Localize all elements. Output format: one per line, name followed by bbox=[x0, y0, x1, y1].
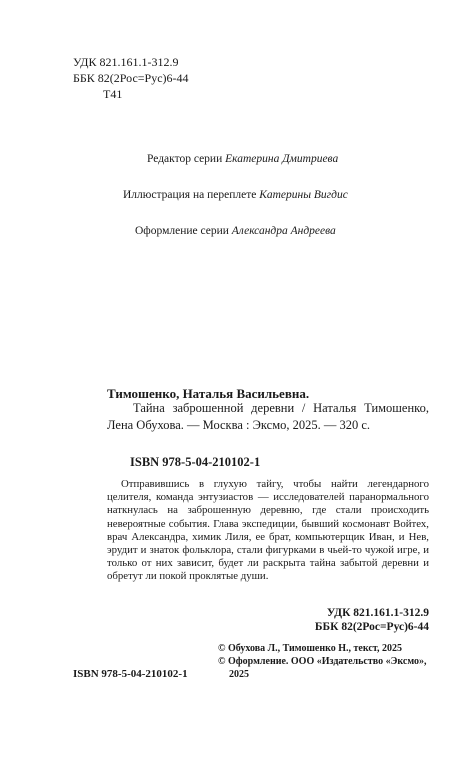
design-credit bbox=[135, 224, 336, 239]
copyright-text: © Обухова Л., Тимошенко Н., текст, 2025 bbox=[218, 643, 402, 654]
udk-code-right: УДК 821.161.1-312.9 bbox=[326, 607, 429, 619]
illustration-credit bbox=[123, 188, 348, 203]
illustration-label: Иллюстрация на переплете bbox=[123, 189, 257, 201]
editor-credit bbox=[147, 152, 338, 167]
copyright-block bbox=[218, 642, 427, 681]
bibliographic-author: Тимошенко, Наталья Васильевна. bbox=[107, 386, 310, 401]
isbn-main: ISBN 978-5-04-210102-1 bbox=[130, 455, 261, 469]
design-name: Александра Андреева bbox=[231, 225, 336, 237]
isbn-footer: ISBN 978-5-04-210102-1 bbox=[73, 668, 188, 680]
bbk-code: ББК 82(2Рос=Рус)6-44 bbox=[73, 71, 189, 85]
udk-code: УДК 821.161.1-312.9 bbox=[73, 55, 179, 69]
editor-name: Екатерина Дмитриева bbox=[225, 153, 339, 165]
bibliographic-description: Тайна заброшенной деревни / Наталья Тимошенко, Лена Обухова. — Москва : Эксмо, 2025. — 320 с. bbox=[107, 401, 429, 432]
copyright-year: 2025 bbox=[229, 669, 249, 680]
bbk-code-right: ББК 82(2Рос=Рус)6-44 bbox=[314, 621, 429, 633]
classification-codes-right bbox=[315, 606, 429, 634]
editor-label: Редактор серии bbox=[147, 153, 223, 165]
copyright-design: © Оформление. ООО «Издательство «Эксмо», bbox=[218, 656, 427, 667]
design-label: Оформление серии bbox=[135, 225, 229, 237]
author-mark: Т41 bbox=[103, 87, 123, 101]
annotation-text: Отправившись в глухую тайгу, чтобы найти легендарного целителя, команда энтузиастов — исследователей паранормального наткнулась на заброшенную деревню, где стали происходить невероятные события. Глава экспедиции, бывший космонавт Войтех, врач Александра, химик Лиля, ее брат, компьютерщик Иван, и Нев, эрудит и знаток фольклора, стали фигурками в чьей-то чужой игре, и только от них зависит, будет ли раскрыта тайна забытой деревни и обретут ли покой проклятые души. bbox=[107, 478, 429, 583]
illustration-name: Катерины Вигдис bbox=[259, 189, 348, 201]
